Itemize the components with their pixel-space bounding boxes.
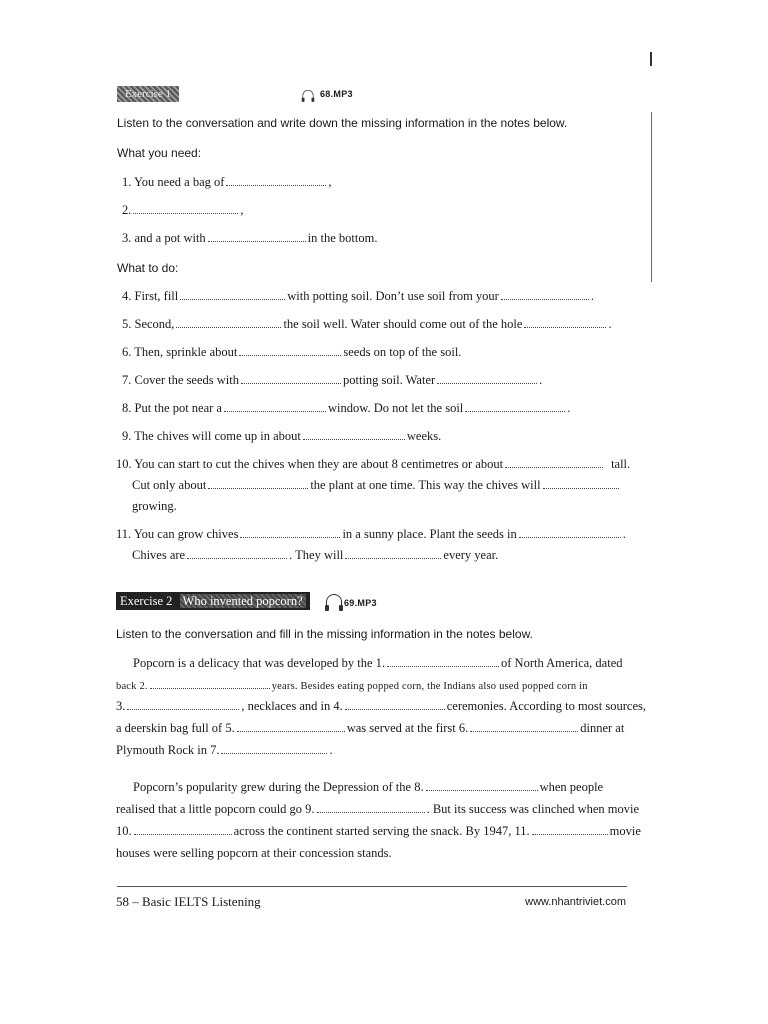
scan-edge-line bbox=[651, 112, 652, 282]
todo-item-10 bbox=[116, 456, 630, 472]
p1-l1b: of North America, dated bbox=[501, 656, 623, 670]
todo-11-a: 11. You can grow chives bbox=[116, 527, 239, 541]
audio-track-68: 68.MP3 bbox=[320, 89, 353, 99]
todo-11b-b: . They will bbox=[289, 548, 344, 562]
todo-item-11-cont bbox=[132, 547, 498, 563]
todo-11b-c: every year. bbox=[443, 548, 499, 562]
todo-10-b: tall. bbox=[611, 457, 631, 471]
todo-8-b: window. Do not let the soil bbox=[327, 401, 464, 415]
todo-10c-a: growing. bbox=[132, 499, 177, 513]
p1-line-1 bbox=[133, 655, 623, 671]
answer-blank[interactable] bbox=[543, 477, 619, 489]
answer-blank[interactable] bbox=[180, 288, 285, 300]
p1-l3c: ceremonies. According to most sources, bbox=[446, 699, 646, 713]
todo-item-10-end bbox=[132, 498, 177, 514]
need-item-1-text: 1. You need a bag of bbox=[122, 175, 225, 189]
answer-blank[interactable] bbox=[317, 801, 425, 813]
todo-4-a: 4. First, fill bbox=[122, 289, 179, 303]
exercise-1-instruction: Listen to the conversation and write down the missing information in the notes below. bbox=[117, 116, 568, 130]
p2-l3b: across the continent started serving the snack. By 1947, 11. bbox=[233, 824, 530, 838]
todo-7-a: 7. Cover the seeds with bbox=[122, 373, 239, 387]
answer-blank[interactable] bbox=[187, 547, 287, 559]
p1-l3b: , necklaces and in 4. bbox=[241, 699, 343, 713]
todo-9-a: 9. The chives will come up in about bbox=[122, 429, 301, 443]
p1-l2b: years. Besides eating popped corn, the Indians also used popped corn in bbox=[271, 681, 588, 692]
p1-line-2 bbox=[116, 677, 588, 695]
todo-5-b: the soil well. Water should come out of the hole bbox=[283, 317, 523, 331]
p1-line-5 bbox=[116, 742, 333, 758]
scan-edge-mark bbox=[650, 52, 652, 66]
todo-6-a: 6. Then, sprinkle about bbox=[122, 345, 238, 359]
footer-rule bbox=[117, 886, 627, 887]
todo-10-a: 10. You can start to cut the chives when they are about 8 centimetres or about bbox=[116, 457, 504, 471]
answer-blank[interactable] bbox=[208, 230, 306, 242]
answer-blank[interactable] bbox=[127, 698, 239, 710]
p2-l1b: when people bbox=[539, 780, 604, 794]
todo-item-10-cont bbox=[132, 477, 621, 493]
need-item-1-punct: , bbox=[328, 175, 332, 189]
exercise-2-title: Who invented popcorn? bbox=[180, 594, 306, 608]
todo-11-c: . bbox=[622, 527, 626, 541]
todo-8-a: 8. Put the pot near a bbox=[122, 401, 222, 415]
p2-l2a: realised that a little popcorn could go 9. bbox=[116, 802, 315, 816]
p1-l4c: dinner at bbox=[580, 721, 625, 735]
todo-5-c: . bbox=[608, 317, 612, 331]
what-you-need-heading: What you need: bbox=[117, 146, 202, 160]
todo-item-7 bbox=[122, 372, 542, 388]
p2-l3c: movie bbox=[609, 824, 641, 838]
need-item-2-punct: , bbox=[240, 203, 244, 217]
answer-blank[interactable] bbox=[532, 823, 608, 835]
exercise-2-number: Exercise 2 bbox=[120, 594, 173, 608]
answer-blank[interactable] bbox=[224, 400, 326, 412]
todo-8-c: . bbox=[567, 401, 571, 415]
answer-blank[interactable] bbox=[345, 547, 441, 559]
answer-blank[interactable] bbox=[239, 344, 341, 356]
p1-l5b: . bbox=[329, 743, 333, 757]
answer-blank[interactable] bbox=[208, 477, 308, 489]
answer-blank[interactable] bbox=[519, 526, 621, 538]
p1-l2a: back 2. bbox=[116, 681, 148, 692]
headphone-icon bbox=[302, 90, 313, 99]
what-to-do-heading: What to do: bbox=[117, 261, 179, 275]
answer-blank[interactable] bbox=[501, 288, 589, 300]
need-item-3 bbox=[122, 230, 377, 246]
answer-blank[interactable] bbox=[237, 720, 345, 732]
answer-blank[interactable] bbox=[221, 742, 327, 754]
exercise-2-instruction: Listen to the conversation and fill in the missing information in the notes below. bbox=[116, 627, 533, 641]
footer-page-label: 58 – Basic IELTS Listening bbox=[116, 894, 261, 909]
answer-blank[interactable] bbox=[345, 698, 445, 710]
todo-4-c: . bbox=[590, 289, 594, 303]
exercise-2-header bbox=[116, 592, 310, 610]
p2-line-2 bbox=[116, 801, 639, 817]
p1-line-3 bbox=[116, 698, 646, 714]
answer-blank[interactable] bbox=[133, 202, 238, 214]
headphone-icon bbox=[326, 594, 342, 607]
answer-blank[interactable] bbox=[505, 456, 603, 468]
answer-blank[interactable] bbox=[303, 428, 405, 440]
answer-blank[interactable] bbox=[134, 823, 232, 835]
p2-line-4 bbox=[116, 845, 392, 861]
todo-11b-a: Chives are bbox=[132, 548, 186, 562]
p2-line-1 bbox=[133, 779, 603, 795]
answer-blank[interactable] bbox=[426, 779, 538, 791]
p1-l4b: was served at the first 6. bbox=[346, 721, 469, 735]
todo-item-9 bbox=[122, 428, 441, 444]
todo-10b-b: the plant at one time. This way the chives will bbox=[310, 478, 541, 492]
todo-item-11 bbox=[116, 526, 626, 542]
p1-line-4 bbox=[116, 720, 624, 736]
p2-l3a: 10. bbox=[116, 824, 132, 838]
p1-l3a: 3. bbox=[116, 699, 126, 713]
need-item-2-text: 2. bbox=[122, 203, 132, 217]
footer-website: www.nhantriviet.com bbox=[525, 896, 626, 908]
todo-7-b: potting soil. Water bbox=[343, 373, 436, 387]
answer-blank[interactable] bbox=[240, 526, 340, 538]
todo-item-5 bbox=[122, 316, 612, 332]
todo-5-a: 5. Second, bbox=[122, 317, 175, 331]
answer-blank[interactable] bbox=[226, 174, 326, 186]
todo-7-c: . bbox=[539, 373, 543, 387]
p2-l4a: houses were selling popcorn at their concession stands. bbox=[116, 846, 392, 860]
need-item-3-text: 3. and a pot with bbox=[122, 231, 206, 245]
p1-l1a: Popcorn is a delicacy that was developed by the 1. bbox=[133, 656, 386, 670]
answer-blank[interactable] bbox=[387, 655, 499, 667]
answer-blank[interactable] bbox=[524, 316, 606, 328]
todo-10b-a: Cut only about bbox=[132, 478, 207, 492]
answer-blank[interactable] bbox=[150, 677, 270, 689]
todo-item-8 bbox=[122, 400, 570, 416]
answer-blank[interactable] bbox=[176, 316, 281, 328]
need-item-1 bbox=[122, 174, 332, 190]
need-item-2 bbox=[122, 202, 244, 218]
p2-l2b: . But its success was clinched when movie bbox=[426, 802, 640, 816]
p1-l4a: a deerskin bag full of 5. bbox=[116, 721, 235, 735]
answer-blank[interactable] bbox=[470, 720, 578, 732]
need-item-3-suffix: in the bottom. bbox=[307, 231, 378, 245]
answer-blank[interactable] bbox=[437, 372, 537, 384]
todo-item-4 bbox=[122, 288, 594, 304]
todo-11-b: in a sunny place. Plant the seeds in bbox=[342, 527, 517, 541]
p1-l5a: Plymouth Rock in 7. bbox=[116, 743, 220, 757]
todo-4-b: with potting soil. Don’t use soil from your bbox=[287, 289, 499, 303]
p2-l1a: Popcorn’s popularity grew during the Depression of the 8. bbox=[133, 780, 424, 794]
audio-track-69: 69.MP3 bbox=[344, 598, 377, 608]
todo-item-6 bbox=[122, 344, 461, 360]
todo-6-b: seeds on top of the soil. bbox=[343, 345, 462, 359]
todo-9-b: weeks. bbox=[406, 429, 442, 443]
answer-blank[interactable] bbox=[241, 372, 341, 384]
exercise-1-header: Exercise 1 bbox=[117, 86, 179, 102]
answer-blank[interactable] bbox=[465, 400, 565, 412]
p2-line-3 bbox=[116, 823, 641, 839]
